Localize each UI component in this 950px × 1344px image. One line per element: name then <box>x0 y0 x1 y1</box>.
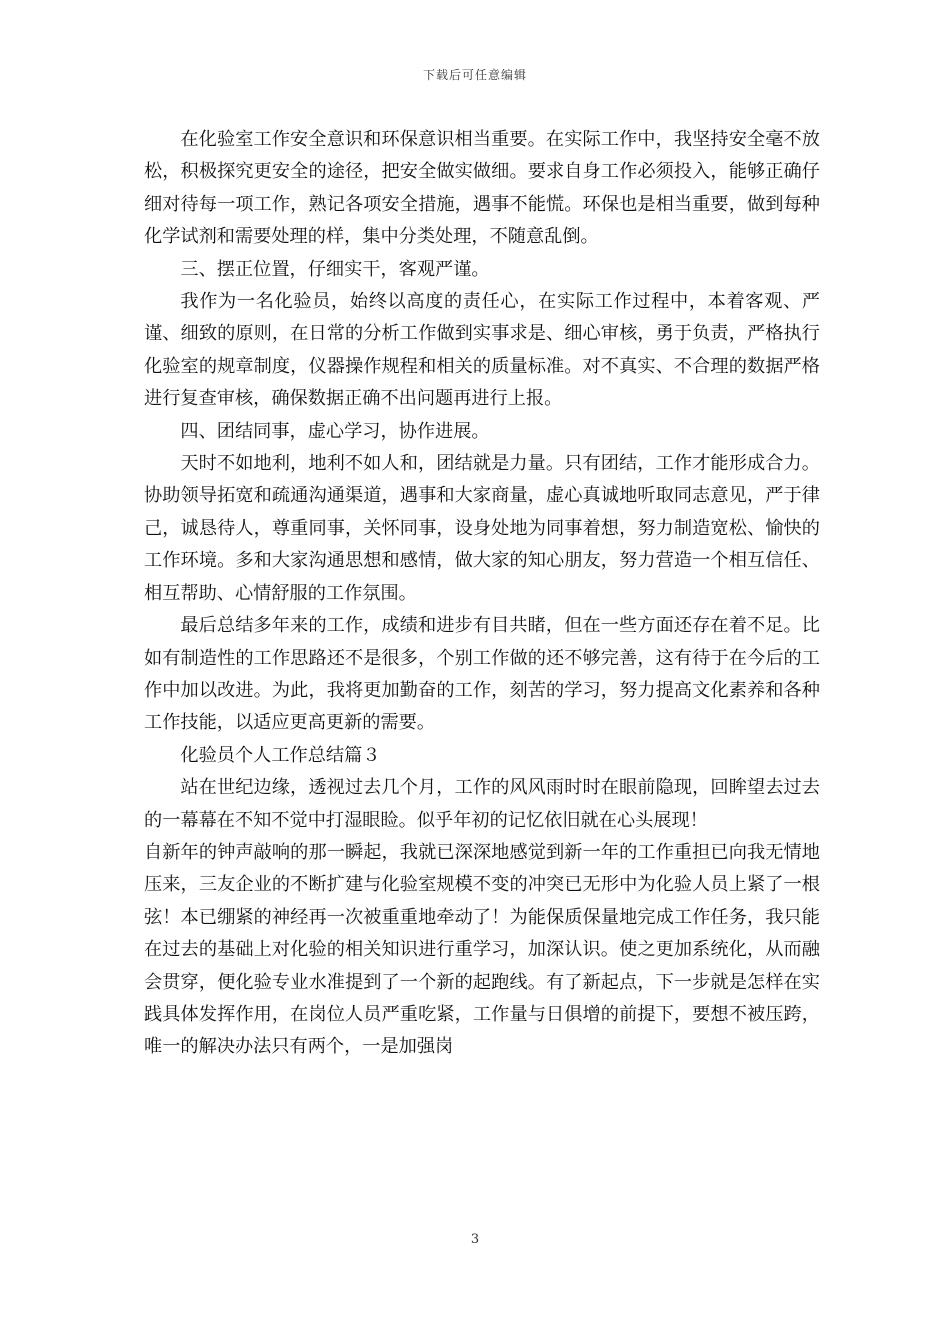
page-header: 下载后可任意编辑 <box>422 68 527 82</box>
document-body <box>144 124 820 1064</box>
page-number: 3 <box>470 1232 480 1247</box>
paragraph-responsibility: 我作为一名化验员，始终以高度的责任心，在实际工作过程中，本着客观、严谨、细致的原则，在日常的分析工作做到实事求是、细心审核，勇于负责，严格执行化验室的规章制度，仪器操作规程和相关的质量标准。对不真实、不合理的数据严格进行复查审核，确保数据正确不出问题再进行上报。 <box>144 291 820 410</box>
paragraph-reflection: 站在世纪边缘，透视过去几个月，工作的风风雨时时在眼前隐现，回眸望去过去的一幕幕在不知不觉中打湿眼睑。似乎年初的记忆依旧就在心头展现！ <box>144 777 820 831</box>
paragraph-conclusion: 最后总结多年来的工作，成绩和进步有目共睹，但在一些方面还存在着不足。比如有制造性的工作思路还不是很多，个别工作做的还不够完善，这有待于在今后的工作中加以改进。为此，我将更加勤奋的工作，刻苦的学习，努力提高文化素养和各种工作技能，以适应更高更新的需要。 <box>144 615 820 734</box>
paragraph-teamwork: 天时不如地利，地利不如人和，团结就是力量。只有团结，工作才能形成合力。协助领导拓宽和疏通沟通渠道，遇事和大家商量，虚心真诚地听取同志意见，严于律己，诚恳待人，尊重同事，关怀同事，设身处地为同事着想，努力制造宽松、愉快的工作环境。多和大家沟通思想和感情，做大家的知心朋友，努力营造一个相互信任、相互帮助、心情舒服的工作氛围。 <box>144 453 820 604</box>
heading-article-three: 化验员个人工作总结篇３ <box>180 744 381 766</box>
paragraph-new-year: 自新年的钟声敲响的那一瞬起，我就已深深地感觉到新一年的工作重担已向我无情地压来，三友企业的不断扩建与化验室规模不变的冲突已无形中为化验人员上紧了一根弦！本已绷紧的神经再一次被重重地牵动了！为能保质保量地完成工作任务，我只能在过去的基础上对化验的相关知识进行重学习，加深认识。使之更加系统化，从而融会贯穿，便化验专业水准提到了一个新的起跑线。有了新起点，下一步就是怎样在实践具体发挥作用，在岗位人员严重吃紧，工作量与日俱增的前提下，要想不被压跨，唯一的解决办法只有两个，一是加强岗 <box>144 841 820 1058</box>
heading-section-four: 四、团结同事，虚心学习，协作进展。 <box>180 420 490 442</box>
paragraph-safety: 在化验室工作安全意识和环保意识相当重要。在实际工作中，我坚持安全毫不放松，积极探究更安全的途径，把安全做实做细。要求自身工作必须投入，能够正确仔细对待每一项工作，熟记各项安全措施，遇事不能慌。环保也是相当重要，做到每种化学试剂和需要处理的样，集中分类处理，不随意乱倒。 <box>144 129 820 248</box>
heading-section-three: 三、摆正位置，仔细实干，客观严谨。 <box>180 258 490 280</box>
